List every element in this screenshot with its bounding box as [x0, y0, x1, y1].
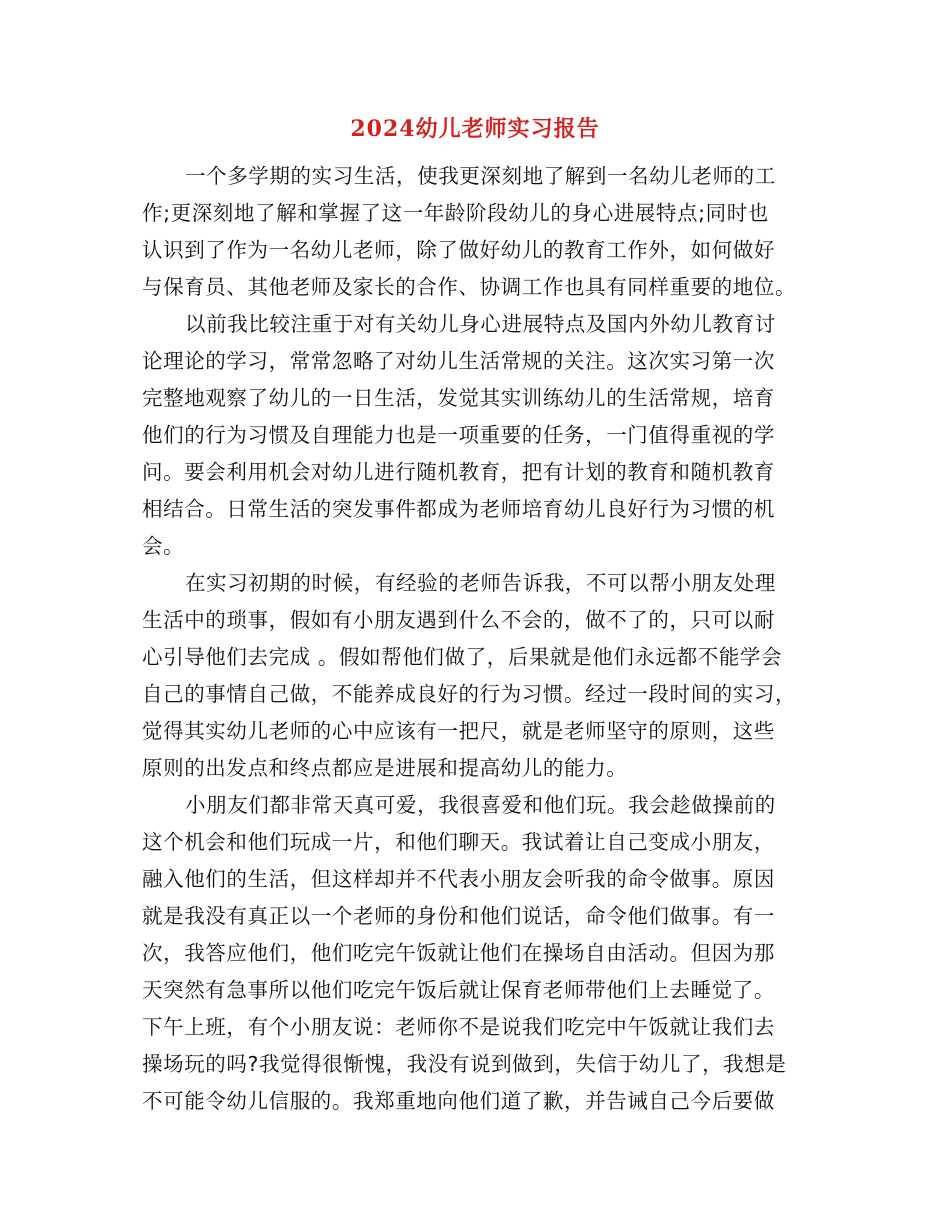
paragraph-line: 次，我答应他们，他们吃完午饭就让他们在操场自由活动。但因为那 [142, 941, 775, 965]
paragraph-line: 就是我没有真正以一个老师的身份和他们说话，命令他们做事。有一 [142, 904, 775, 928]
paragraph-line: 觉得其实幼儿老师的心中应该有一把尺，就是老师坚守的原则，这些 [142, 719, 775, 743]
document-title: 2024幼儿老师实习报告 [350, 116, 600, 142]
paragraph-line: 以前我比较注重于对有关幼儿身心进展特点及国内外幼儿教育讨 [185, 312, 776, 336]
paragraph-line: 问。要会利用机会对幼儿进行随机教育，把有计划的教育和随机教育 [142, 460, 775, 484]
paragraph-line: 认识到了作为一名幼儿老师，除了做好幼儿的教育工作外，如何做好 [142, 238, 775, 262]
paragraph-line: 不可能令幼儿信服的。我郑重地向他们道了歉，并告诫自己今后要做 [142, 1089, 775, 1113]
paragraph-line: 与保育员、其他老师及家长的合作、协调工作也具有同样重要的地位。 [142, 275, 797, 299]
paragraph-line: 一个多学期的实习生活，使我更深刻地了解到一名幼儿老师的工 [185, 164, 776, 188]
paragraph-line: 融入他们的生活，但这样却并不代表小朋友会听我的命令做事。原因 [142, 867, 775, 891]
paragraph-line: 这个机会和他们玩成一片，和他们聊天。我试着让自己变成小朋友， [142, 830, 775, 854]
paragraph-line: 论理论的学习，常常忽略了对幼儿生活常规的关注。这次实习第一次 [142, 349, 775, 373]
paragraph-line: 心引导他们去完成 。假如帮他们做了，后果就是他们永远都不能学会 [142, 645, 783, 669]
paragraph-line: 自己的事情自己做，不能养成良好的行为习惯。经过一段时间的实习， [142, 682, 797, 706]
paragraph-line: 原则的出发点和终点都应是进展和提高幼儿的能力。 [142, 756, 628, 780]
paragraph-line: 在实习初期的时候，有经验的老师告诉我，不可以帮小朋友处理 [185, 571, 776, 595]
paragraph-line: 操场玩的吗?我觉得很惭愧，我没有说到做到，失信于幼儿了，我想是 [142, 1052, 787, 1076]
paragraph-line: 完整地观察了幼儿的一日生活，发觉其实训练幼儿的生活常规，培育 [142, 386, 775, 410]
paragraph-line: 相结合。日常生活的突发事件都成为老师培育幼儿良好行为习惯的机 [142, 497, 775, 521]
paragraph-line: 天突然有急事所以他们吃完午饭后就让保育老师带他们上去睡觉了。 [142, 978, 775, 1002]
paragraph-line: 生活中的琐事，假如有小朋友遇到什么不会的，做不了的，只可以耐 [142, 608, 775, 632]
paragraph-line: 他们的行为习惯及自理能力也是一项重要的任务，一门值得重视的学 [142, 423, 775, 447]
paragraph-line: 下午上班，有个小朋友说：老师你不是说我们吃完中午饭就让我们去 [142, 1015, 775, 1039]
paragraph-line: 作;更深刻地了解和掌握了这一年龄阶段幼儿的身心进展特点;同时也 [142, 201, 769, 225]
paragraph-line: 小朋友们都非常天真可爱，我很喜爱和他们玩。我会趁做操前的 [185, 793, 776, 817]
paragraph-line: 会。 [142, 534, 185, 558]
